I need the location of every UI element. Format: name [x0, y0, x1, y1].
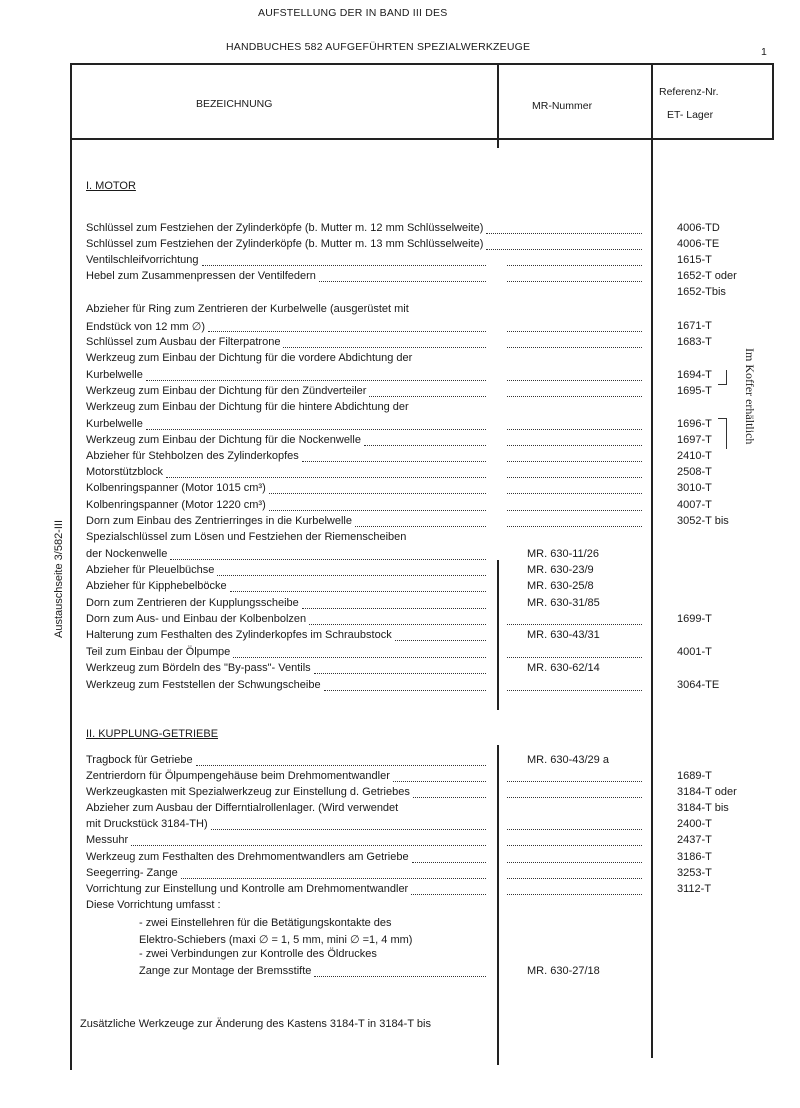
leader-dots — [314, 976, 486, 977]
row-designation: Werkzeug zum Einbau der Dichtung für den Zündverteiler — [86, 385, 367, 397]
leader-dots — [324, 690, 486, 691]
row-designation: Seegerring- Zange — [86, 867, 178, 879]
row-designation: Motorstützblock — [86, 466, 164, 478]
row-ref-number: 3184-T bis — [677, 802, 729, 814]
row-designation: Zange zur Montage der Bremsstifte — [139, 965, 312, 977]
row-designation: Abzieher für Stehbolzen des Zylinderkopfes — [86, 450, 299, 462]
row-ref-number: 4006-TD — [677, 222, 720, 234]
row-designation: Werkzeug zum Bördeln des "By-pass"- Ventils — [86, 662, 311, 674]
row-designation: Abzieher für Ring zum Zentrieren der Kurbelwelle (ausgerüstet mit — [86, 303, 409, 315]
row-designation: Hebel zum Zusammenpressen der Ventilfedern — [86, 270, 316, 282]
row-ref-number: 3253-T — [677, 867, 712, 879]
leader-dots — [364, 445, 486, 446]
row-designation: der Nockenwelle — [86, 548, 168, 560]
row-designation: Schlüssel zum Festziehen der Zylinderköpfe (b. Mutter m. 12 mm Schlüsselweite) — [86, 222, 484, 234]
row-designation: Elektro-Schiebers (maxi ∅ = 1, 5 mm, mini ∅ =1, 4 mm) — [139, 934, 413, 946]
row-ref-number: 3186-T — [677, 851, 712, 863]
row-ref-number: 2437-T — [677, 834, 712, 846]
mr-leader-dots — [507, 429, 642, 430]
mr-leader-dots — [507, 331, 642, 332]
row-ref-number: 1689-T — [677, 770, 712, 782]
row-designation: Kolbenringspanner (Motor 1015 cm³) — [86, 482, 266, 494]
leader-dots — [302, 608, 486, 609]
row-designation: Teil zum Einbau der Ölpumpe — [86, 646, 231, 658]
row-ref-number: 3052-T bis — [677, 515, 729, 527]
mr-leader-dots — [507, 862, 642, 863]
leader-dots — [131, 845, 486, 846]
row-ref-number: 1652-Tbis — [677, 286, 726, 298]
mr-leader-dots — [507, 526, 642, 527]
row-designation: Schlüssel zum Ausbau der Filterpatrone — [86, 336, 281, 348]
margin-note: Austauschseite 3/582-III — [53, 519, 65, 638]
row-mr-number: MR. 630-62/14 — [527, 662, 600, 674]
leader-dots — [146, 380, 486, 381]
row-ref-number: 4001-T — [677, 646, 712, 658]
row-designation: Abzieher für Kipphebelböcke — [86, 580, 227, 592]
row-designation: Werkzeug zum Einbau der Dichtung für die vordere Abdichtung der — [86, 352, 413, 364]
row-designation: Schlüssel zum Festziehen der Zylinderköpfe (b. Mutter m. 13 mm Schlüsselweite) — [86, 238, 484, 250]
row-ref-number: 1671-T — [677, 320, 712, 332]
leader-dots — [309, 624, 486, 625]
row-designation: Werkzeug zum Feststellen der Schwungscheibe — [86, 679, 321, 691]
header-mr-number: MR-Nummer — [532, 100, 593, 112]
row-designation: Spezialschlüssel zum Lösen und Festziehen der Riemenscheiben — [86, 531, 407, 543]
row-ref-number: 1699-T — [677, 613, 712, 625]
leader-dots — [233, 657, 486, 658]
side-note: Im Koffer erhältlich — [743, 348, 757, 445]
leader-dots — [230, 591, 486, 592]
table-divider-mr-lower2 — [497, 745, 499, 1065]
page-number: 1 — [761, 46, 768, 58]
header-ref-line1: Referenz-Nr. — [659, 86, 719, 98]
mr-leader-dots — [507, 461, 642, 462]
leader-dots — [208, 331, 486, 332]
row-mr-number: MR. 630-43/29 a — [527, 754, 609, 766]
row-designation: Ventilschleifvorrichtung — [86, 254, 199, 266]
row-designation: Kolbenringspanner (Motor 1220 cm³) — [86, 499, 266, 511]
section-kupplung: II. KUPPLUNG-GETRIEBE — [86, 728, 219, 740]
table-header-bottom — [70, 138, 774, 140]
leader-dots — [486, 249, 642, 250]
table-right-border — [772, 63, 774, 139]
row-designation: - zwei Verbindungen zur Kontrolle des Öldruckes — [139, 948, 377, 960]
mr-leader-dots — [507, 477, 642, 478]
leader-dots — [412, 862, 486, 863]
row-mr-number: MR. 630-23/9 — [527, 564, 594, 576]
row-designation: Halterung zum Festhalten des Zylinderkopfes im Schraubstock — [86, 629, 392, 641]
leader-dots — [314, 673, 486, 674]
row-designation: Zentrierdorn für Ölpumpengehäuse beim Drehmomentwandler — [86, 770, 390, 782]
row-designation: Werkzeug zum Einbau der Dichtung für die Nockenwelle — [86, 434, 361, 446]
mr-leader-dots — [507, 624, 642, 625]
mr-leader-dots — [507, 894, 642, 895]
row-ref-number: 3064-TE — [677, 679, 720, 691]
leader-dots — [146, 429, 486, 430]
table-divider-mr-lower — [497, 560, 499, 710]
mr-leader-dots — [507, 690, 642, 691]
leader-dots — [269, 493, 486, 494]
row-mr-number: MR. 630-31/85 — [527, 597, 600, 609]
row-designation: - zwei Einstellehren für die Betätigungskontakte des — [139, 917, 392, 929]
header-ref-line2: ET- Lager — [667, 109, 714, 121]
row-designation: Vorrichtung zur Einstellung und Kontrolle am Drehmomentwandler — [86, 883, 409, 895]
row-designation: Dorn zum Einbau des Zentrierringes in die Kurbelwelle — [86, 515, 352, 527]
row-designation: Zusätzliche Werkzeuge zur Änderung des Kastens 3184-T in 3184-T bis — [80, 1018, 431, 1030]
table-divider-ref — [651, 63, 653, 1058]
row-designation: Dorn zum Aus- und Einbau der Kolbenbolzen — [86, 613, 307, 625]
leader-dots — [411, 894, 486, 895]
leader-dots — [393, 781, 486, 782]
row-ref-number: 4006-TE — [677, 238, 720, 250]
row-ref-number: 1697-T — [677, 434, 712, 446]
row-mr-number: MR. 630-11/26 — [527, 548, 599, 560]
table-top-border — [70, 63, 774, 65]
table-left-border — [70, 63, 72, 1070]
row-ref-number: 3112-T — [677, 883, 712, 895]
row-ref-number: 2410-T — [677, 450, 712, 462]
row-designation: Diese Vorrichtung umfasst : — [86, 899, 221, 911]
mr-leader-dots — [507, 510, 642, 511]
leader-dots — [170, 559, 486, 560]
row-mr-number: MR. 630-27/18 — [527, 965, 600, 977]
mr-leader-dots — [507, 657, 642, 658]
bracket-1696 — [718, 418, 727, 449]
row-ref-number: 2400-T — [677, 818, 712, 830]
row-ref-number: 2508-T — [677, 466, 712, 478]
section-motor: I. MOTOR — [86, 180, 136, 192]
mr-leader-dots — [507, 878, 642, 879]
mr-leader-dots — [507, 380, 642, 381]
row-designation: Werkzeug zum Einbau der Dichtung für die hintere Abdichtung der — [86, 401, 409, 413]
row-designation: Endstück von 12 mm ∅) — [86, 321, 206, 333]
bracket-1694 — [718, 370, 727, 385]
mr-leader-dots — [507, 281, 642, 282]
mr-leader-dots — [507, 829, 642, 830]
mr-leader-dots — [507, 797, 642, 798]
mr-leader-dots — [507, 845, 642, 846]
row-mr-number: MR. 630-43/31 — [527, 629, 600, 641]
leader-dots — [395, 640, 486, 641]
row-designation: Dorn zum Zentrieren der Kupplungsscheibe — [86, 597, 299, 609]
leader-dots — [355, 526, 486, 527]
row-designation: Tragbock für Getriebe — [86, 754, 193, 766]
mr-leader-dots — [507, 445, 642, 446]
mr-leader-dots — [507, 265, 642, 266]
row-designation: Abzieher für Pleuelbüchse — [86, 564, 215, 576]
row-designation: Abzieher zum Ausbau der Differntialrollenlager. (Wird verwendet — [86, 802, 399, 814]
row-designation: Werkzeug zum Festhalten des Drehmomentwandlers am Getriebe — [86, 851, 409, 863]
leader-dots — [196, 765, 486, 766]
leader-dots — [202, 265, 486, 266]
row-ref-number: 1696-T — [677, 418, 712, 430]
row-ref-number: 1652-T oder — [677, 270, 737, 282]
mr-leader-dots — [507, 396, 642, 397]
mr-leader-dots — [507, 493, 642, 494]
row-designation: Messuhr — [86, 834, 129, 846]
row-ref-number: 1695-T — [677, 385, 712, 397]
row-designation: mit Druckstück 3184-TH) — [86, 818, 208, 830]
leader-dots — [166, 477, 486, 478]
row-ref-number: 1683-T — [677, 336, 712, 348]
table-divider-mr — [497, 63, 499, 148]
leader-dots — [283, 347, 486, 348]
mr-leader-dots — [507, 781, 642, 782]
row-ref-number: 1615-T — [677, 254, 712, 266]
leader-dots — [217, 575, 486, 576]
leader-dots — [269, 510, 486, 511]
row-designation: Kurbelwelle — [86, 369, 143, 381]
row-ref-number: 4007-T — [677, 499, 712, 511]
row-designation: Werkzeugkasten mit Spezialwerkzeug zur Einstellung d. Getriebes — [86, 786, 410, 798]
leader-dots — [413, 797, 486, 798]
row-ref-number: 3010-T — [677, 482, 712, 494]
row-designation: Kurbelwelle — [86, 418, 143, 430]
leader-dots — [369, 396, 486, 397]
leader-dots — [302, 461, 486, 462]
header-designation: BEZEICHNUNG — [196, 98, 273, 110]
row-ref-number: 1694-T — [677, 369, 712, 381]
page-title-line2: HANDBUCHES 582 AUFGEFÜHRTEN SPEZIALWERKZEUGE — [226, 41, 531, 53]
leader-dots — [319, 281, 486, 282]
leader-dots — [486, 233, 642, 234]
row-ref-number: 3184-T oder — [677, 786, 737, 798]
leader-dots — [181, 878, 486, 879]
row-mr-number: MR. 630-25/8 — [527, 580, 594, 592]
page-title-line1: AUFSTELLUNG DER IN BAND III DES — [258, 7, 448, 19]
mr-leader-dots — [507, 347, 642, 348]
leader-dots — [211, 829, 486, 830]
